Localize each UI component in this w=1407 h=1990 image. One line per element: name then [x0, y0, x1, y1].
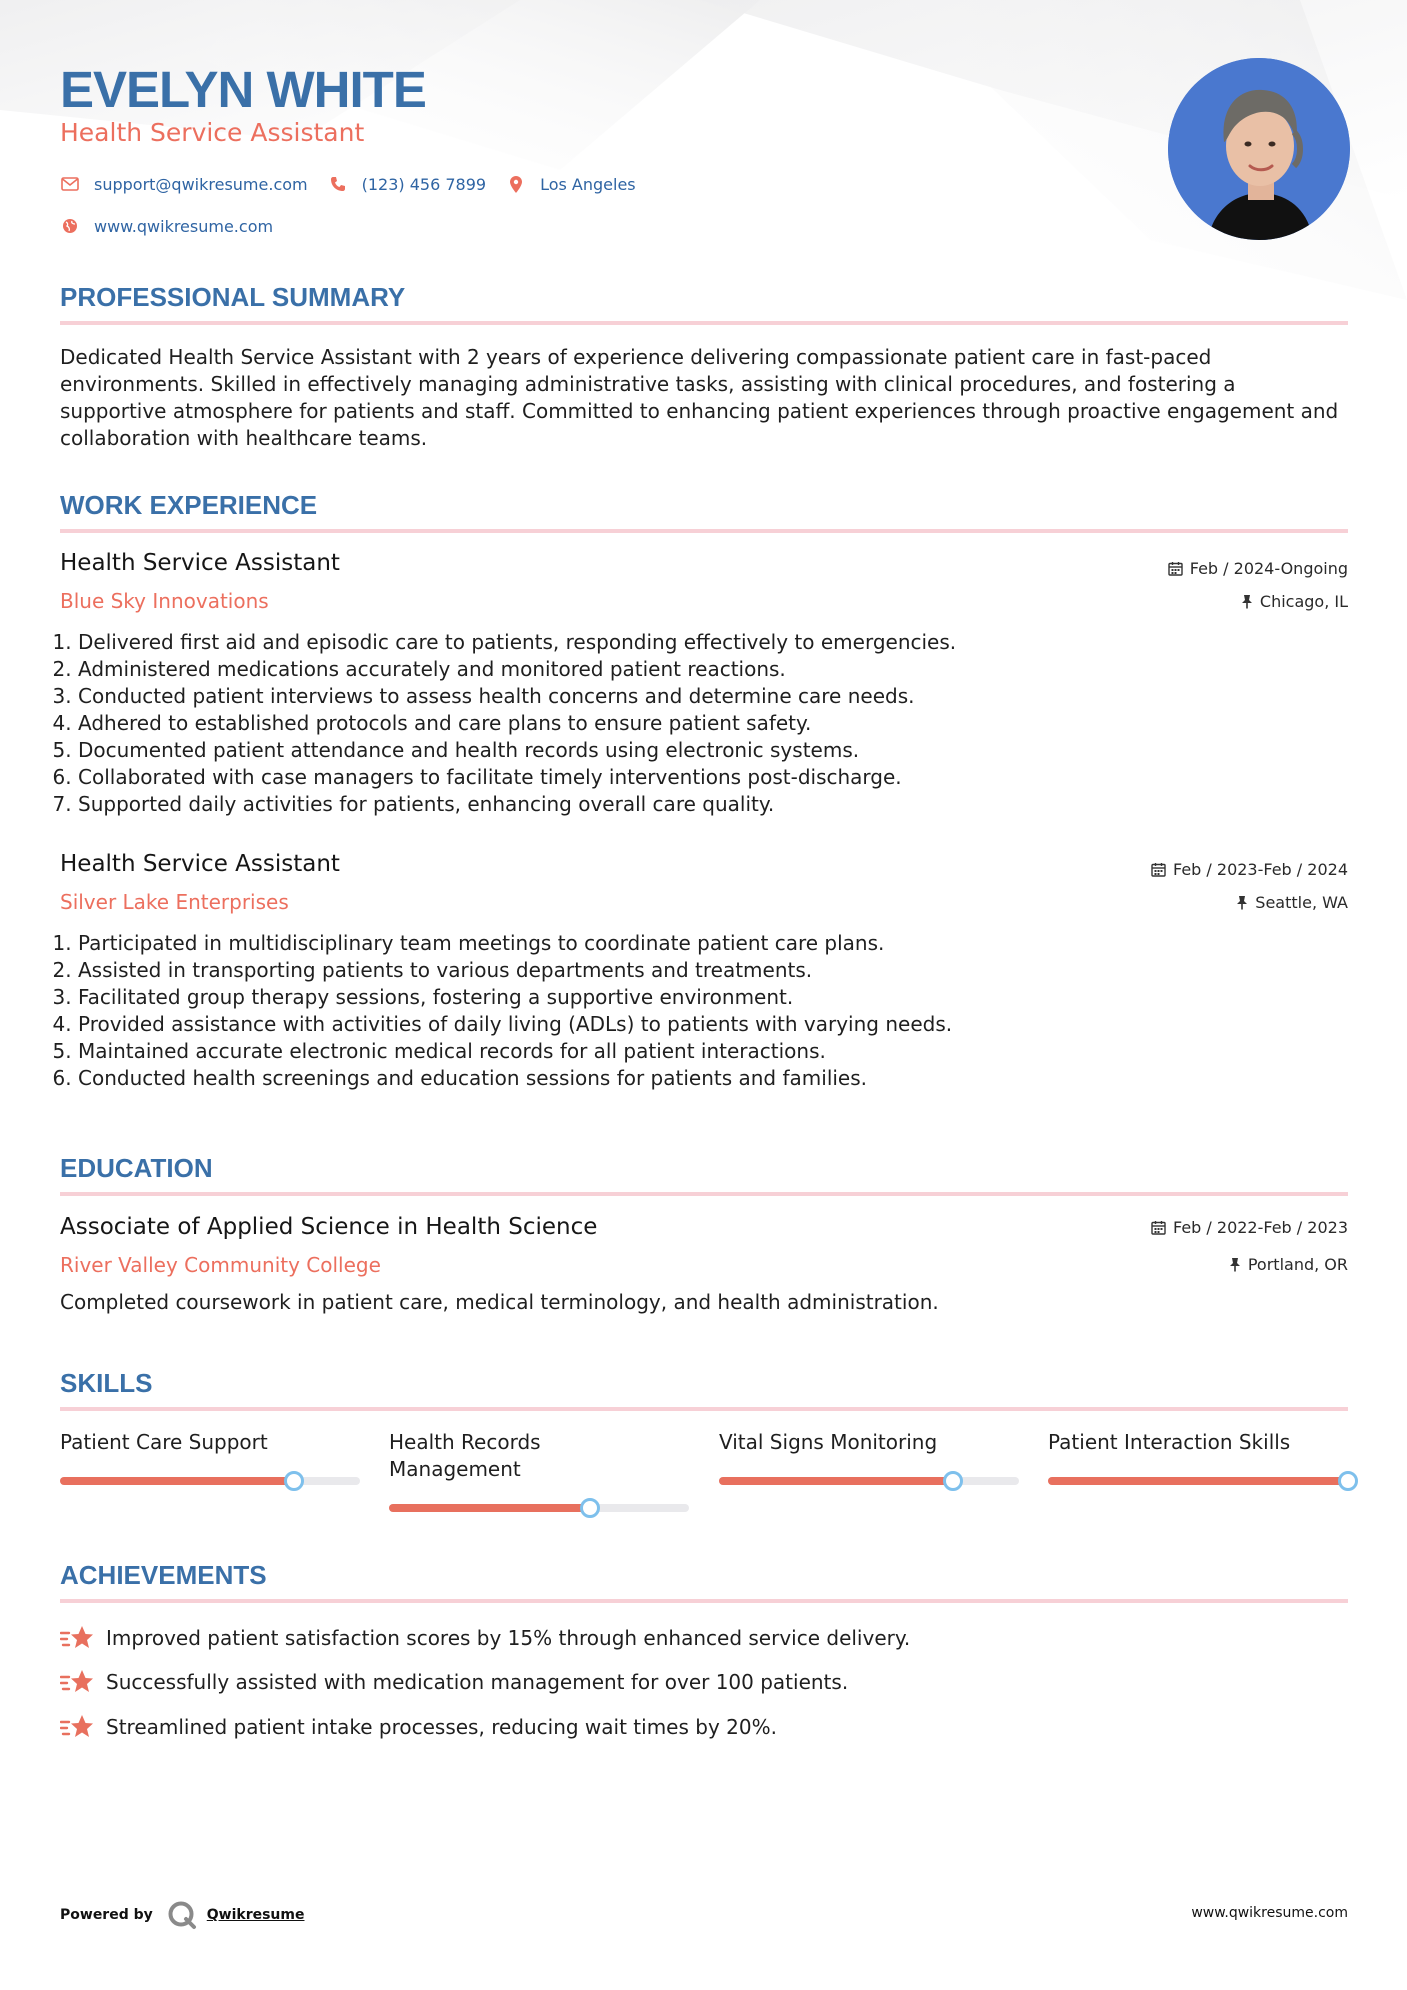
- skill-track: [389, 1504, 689, 1512]
- job-dates-text: Feb / 2024-Ongoing: [1189, 559, 1348, 578]
- list-item: 7. Supported daily activities for patients, enhancing overall care quality.: [78, 791, 956, 818]
- candidate-title: Health Service Assistant: [60, 118, 365, 147]
- list-item: 3. Conducted patient interviews to assess health concerns and determine care needs.: [78, 683, 956, 710]
- skill-level-knob: [1338, 1471, 1358, 1491]
- achievement-text: Streamlined patient intake processes, reducing wait times by 20%.: [106, 1715, 777, 1739]
- section-divider: [60, 529, 1348, 533]
- achievement-item: [60, 1624, 910, 1652]
- list-item: 2. Assisted in transporting patients to various departments and treatments.: [78, 957, 952, 984]
- job-dates-text: Feb / 2023-Feb / 2024: [1173, 860, 1348, 879]
- skill-name: Health Records Management: [389, 1430, 541, 1481]
- star-achievement-icon: [60, 1713, 94, 1741]
- section-divider: [60, 321, 1348, 325]
- phone-icon: [328, 174, 348, 194]
- experience-heading: WORK EXPERIENCE: [60, 490, 318, 520]
- star-achievement-icon: [60, 1668, 94, 1696]
- list-item: 1. Participated in multidisciplinary team meetings to coordinate patient care plans.: [78, 930, 952, 957]
- job-bullets: [60, 629, 956, 818]
- job-location-text: Chicago, IL: [1259, 592, 1348, 611]
- list-item: 4. Provided assistance with activities of daily living (ADLs) to patients with varying needs.: [78, 1011, 952, 1038]
- pushpin-icon: [1241, 594, 1253, 609]
- education-dates: [1151, 1218, 1348, 1237]
- section-divider: [60, 1599, 1348, 1603]
- education-degree: Associate of Applied Science in Health Science: [60, 1214, 598, 1240]
- achievements-heading: ACHIEVEMENTS: [60, 1560, 267, 1590]
- education-location: [1229, 1255, 1348, 1274]
- job-dates: [1168, 559, 1348, 578]
- achievement-item: [60, 1668, 848, 1696]
- contact-email[interactable]: support@qwikresume.com: [94, 174, 308, 194]
- job-company: Silver Lake Enterprises: [60, 890, 289, 914]
- pushpin-icon: [1229, 1257, 1241, 1272]
- skill-level-bar: [389, 1504, 590, 1512]
- skill-level-knob: [580, 1498, 600, 1518]
- envelope-icon: [60, 174, 80, 194]
- footer-powered-by: [60, 1900, 304, 1930]
- contact-row: [60, 174, 636, 194]
- job-location: [1236, 893, 1348, 912]
- globe-icon: [60, 216, 80, 236]
- skill-level-knob: [943, 1471, 963, 1491]
- list-item: 4. Adhered to established protocols and care plans to ensure patient safety.: [78, 710, 956, 737]
- contact-location: Los Angeles: [540, 174, 636, 194]
- education-location-text: Portland, OR: [1247, 1255, 1348, 1274]
- skill-level-bar: [719, 1477, 953, 1485]
- contact-phone[interactable]: (123) 456 7899: [361, 174, 487, 194]
- skill-level-bar: [60, 1477, 294, 1485]
- calendar-icon: [1151, 862, 1166, 877]
- education-description: Completed coursework in patient care, medical terminology, and health administration.: [60, 1290, 939, 1314]
- education-school: River Valley Community College: [60, 1253, 381, 1277]
- powered-by-label: Powered by: [60, 1907, 153, 1923]
- skill-track: [60, 1477, 360, 1485]
- skill-name: Patient Interaction Skills: [1048, 1430, 1291, 1454]
- calendar-icon: [1151, 1220, 1166, 1235]
- achievement-item: [60, 1713, 777, 1741]
- job-dates: [1151, 860, 1348, 879]
- skill-track: [719, 1477, 1019, 1485]
- skill-name: Vital Signs Monitoring: [719, 1430, 938, 1454]
- education-dates-text: Feb / 2022-Feb / 2023: [1173, 1218, 1348, 1237]
- list-item: 6. Collaborated with case managers to facilitate timely interventions post-discharge.: [78, 764, 956, 791]
- job-title: Health Service Assistant: [60, 851, 340, 877]
- section-divider: [60, 1407, 1348, 1411]
- qwikresume-link[interactable]: Qwikresume: [206, 1907, 305, 1923]
- skill-item: [60, 1429, 360, 1456]
- profile-photo: [1168, 58, 1350, 240]
- skill-item: [389, 1429, 689, 1483]
- list-item: 1. Delivered first aid and episodic care to patients, responding effectively to emergencies.: [78, 629, 956, 656]
- job-company: Blue Sky Innovations: [60, 589, 269, 613]
- skill-item: [1048, 1429, 1348, 1456]
- map-pin-icon: [506, 174, 526, 194]
- pushpin-icon: [1236, 895, 1248, 910]
- candidate-name: EVELYN WHITE: [60, 61, 426, 118]
- achievement-text: Improved patient satisfaction scores by 15% through enhanced service delivery.: [106, 1626, 911, 1650]
- qwikresume-logo-icon: [167, 1900, 197, 1930]
- list-item: 6. Conducted health screenings and education sessions for patients and families.: [78, 1065, 952, 1092]
- job-bullets: [60, 930, 952, 1092]
- education-heading: EDUCATION: [60, 1153, 213, 1183]
- list-item: 2. Administered medications accurately and monitored patient reactions.: [78, 656, 956, 683]
- star-achievement-icon: [60, 1624, 94, 1652]
- summary-heading: PROFESSIONAL SUMMARY: [60, 282, 406, 312]
- list-item: 5. Documented patient attendance and health records using electronic systems.: [78, 737, 956, 764]
- calendar-icon: [1168, 561, 1183, 576]
- job-location-text: Seattle, WA: [1255, 893, 1348, 912]
- skills-heading: SKILLS: [60, 1368, 153, 1398]
- job-location: [1241, 592, 1348, 611]
- section-divider: [60, 1192, 1348, 1196]
- skill-item: [719, 1429, 1019, 1456]
- list-item: 3. Facilitated group therapy sessions, fostering a supportive environment.: [78, 984, 952, 1011]
- job-title: Health Service Assistant: [60, 550, 340, 576]
- skill-name: Patient Care Support: [60, 1430, 268, 1454]
- skill-level-knob: [284, 1471, 304, 1491]
- skill-track: [1048, 1477, 1348, 1485]
- footer-url[interactable]: www.qwikresume.com: [1191, 1905, 1348, 1921]
- website-row: [60, 216, 273, 236]
- skill-level-bar: [1048, 1477, 1348, 1485]
- achievement-text: Successfully assisted with medication management for over 100 patients.: [106, 1670, 849, 1694]
- contact-website[interactable]: www.qwikresume.com: [94, 216, 274, 236]
- summary-text: Dedicated Health Service Assistant with 2 years of experience delivering compassionate patient care in fast-paced environments. Skilled in effectively managing administrative tasks, assisting with clinical procedures, and fostering a supportive atmosphere for patients and staff. Committed to enhancing patient experiences through proactive engagement and collaboration with healthcare teams.: [60, 345, 1339, 450]
- list-item: 5. Maintained accurate electronic medical records for all patient interactions.: [78, 1038, 952, 1065]
